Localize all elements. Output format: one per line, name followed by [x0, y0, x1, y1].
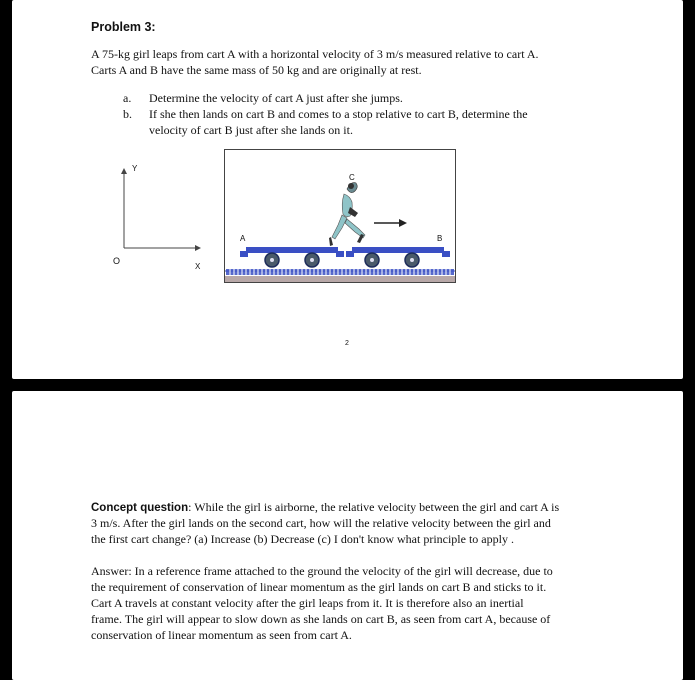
part-a-text: Determine the velocity of cart A just after she jumps. — [149, 91, 403, 105]
concept-question-label: Concept question — [91, 502, 189, 514]
document-page-1 — [12, 0, 683, 379]
page-number: 2 — [345, 340, 349, 347]
answer-line-2: the requirement of conservation of linear momentum as the girl lands on cart B and sticks to it. — [91, 580, 547, 594]
answer-line-5: conservation of linear momentum as seen from cart A. — [91, 628, 352, 642]
problem-intro-line-1: A 75-kg girl leaps from cart A with a horizontal velocity of 3 m/s measured relative to cart A. — [91, 47, 539, 61]
origin-label: O — [113, 256, 121, 266]
carts-diagram — [224, 149, 456, 284]
answer-line-3: Cart A travels at constant velocity after the girl leaps from it. It is therefore also an inertial — [91, 596, 524, 610]
problem-title: Problem 3: — [91, 20, 156, 34]
part-a-marker: a. — [123, 91, 132, 105]
axis-x-label: X — [195, 262, 201, 271]
part-b-text-line-2: velocity of cart B just after she lands on it. — [149, 123, 353, 137]
concept-question-line-1 — [91, 499, 559, 516]
concept-question-line-3: the first cart change? (a) Increase (b) Decrease (c) I don't know what principle to apply . — [91, 532, 514, 546]
axis-y-label: Y — [132, 164, 138, 173]
cart-a-label: A — [240, 234, 246, 243]
concept-question-text: : While the girl is airborne, the relative velocity between the girl and cart A is — [188, 500, 560, 514]
part-b-marker: b. — [123, 107, 132, 121]
coordinate-axes — [107, 160, 217, 275]
answer-line-4: frame. The girl will appear to slow down as she lands on cart B, as seen from cart A, because of — [91, 612, 551, 626]
problem-intro-line-2: Carts A and B have the same mass of 50 kg and are originally at rest. — [91, 63, 422, 77]
document-page-2 — [12, 391, 683, 680]
answer-line-1: Answer: In a reference frame attached to the ground the velocity of the girl will decrease, due to — [91, 564, 553, 578]
point-c-label: C — [349, 173, 355, 182]
cart-b-label: B — [437, 234, 443, 243]
concept-question-line-2: 3 m/s. After the girl lands on the second cart, how will the relative velocity between the girl and — [91, 516, 551, 530]
part-b-text-line-1: If she then lands on cart B and comes to a stop relative to cart B, determine the — [149, 107, 528, 121]
